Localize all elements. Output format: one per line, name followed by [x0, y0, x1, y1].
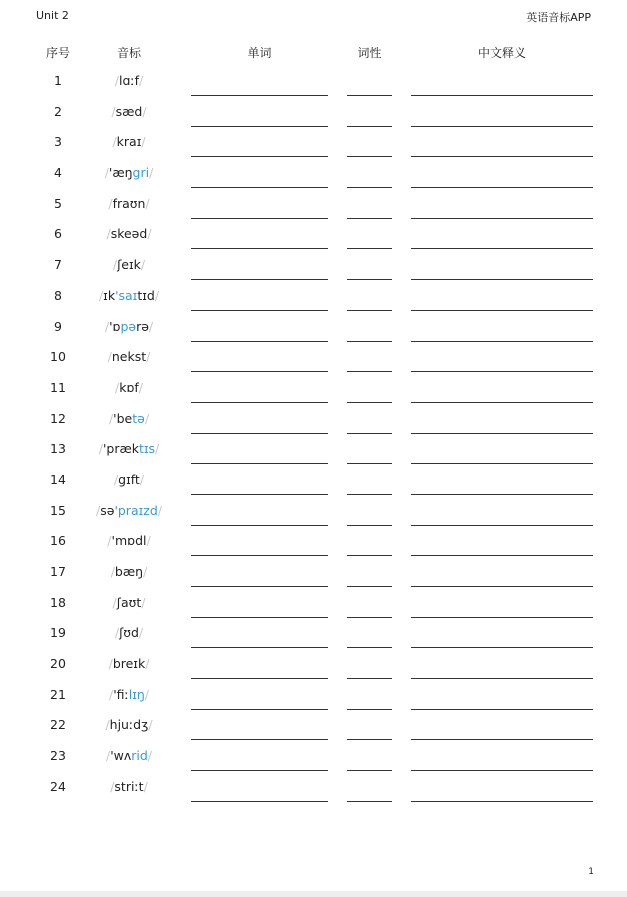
slash-open: / [114, 625, 120, 641]
row-number: 23 [50, 748, 66, 764]
slash-close: / [142, 103, 147, 119]
slash-open: / [114, 73, 119, 88]
row-number: 16 [50, 533, 66, 549]
row-number: 6 [54, 226, 62, 242]
slash-close: / [145, 195, 150, 211]
row-number: 1 [54, 73, 62, 88]
phonetic-transcription [84, 472, 174, 487]
phonetic-transcription [84, 165, 174, 180]
slash-open: / [107, 349, 112, 365]
table-row [0, 741, 627, 772]
phonetic-transcription [84, 656, 174, 671]
row-number: 5 [54, 195, 62, 211]
phonetic-transcription [84, 779, 174, 794]
row-number: 11 [50, 379, 66, 395]
slash-open: / [110, 564, 115, 579]
phonetic-highlight: gri [132, 165, 150, 181]
row-number: 2 [54, 103, 62, 119]
column-header-meaning: 中文释义 [477, 46, 526, 60]
phonetic-highlight: tɪs [138, 441, 156, 457]
row-number: 20 [50, 656, 66, 672]
table-row [0, 680, 627, 711]
slash-close: / [144, 686, 149, 702]
slash-close: / [138, 379, 143, 395]
phonetic-transcription [84, 349, 174, 364]
phonetic-segment: rə [136, 318, 149, 334]
phonetic-segment: hjuːdʒ [109, 717, 149, 733]
phonetic-segment: lɑːf [118, 73, 140, 88]
table-row [0, 66, 627, 97]
slash-open: / [105, 748, 111, 764]
table-row [0, 250, 627, 281]
slash-close: / [138, 625, 144, 641]
table-row [0, 189, 627, 220]
slash-open: / [112, 594, 117, 610]
phonetic-highlight: lɪŋ [128, 686, 145, 702]
slash-close: / [145, 656, 150, 672]
phonetic-transcription [84, 226, 174, 241]
phonetic-highlight: 'praɪzd [114, 502, 158, 518]
slash-close: / [141, 134, 146, 150]
pos-answer-line[interactable] [347, 801, 392, 802]
slash-open: / [108, 410, 114, 426]
phonetic-segment: breɪk [112, 656, 146, 672]
slash-close: / [147, 748, 153, 764]
phonetic-transcription [84, 564, 174, 579]
slash-close: / [139, 73, 144, 88]
slash-open: / [105, 717, 110, 733]
slash-open: / [110, 778, 115, 794]
word-answer-line[interactable] [191, 801, 328, 802]
app-name: 英语音标APP [526, 11, 591, 24]
table-row [0, 710, 627, 741]
table-row [0, 526, 627, 557]
column-header-pos: 词性 [357, 46, 382, 60]
phonetic-transcription [84, 748, 174, 763]
row-number: 12 [50, 410, 66, 426]
phonetic-segment: bæŋ [114, 564, 144, 579]
row-number: 10 [50, 349, 66, 365]
slash-close: / [144, 410, 150, 426]
phonetic-highlight: rid [131, 748, 148, 764]
meaning-answer-line[interactable] [411, 801, 593, 802]
phonetic-transcription [84, 717, 174, 732]
row-number: 18 [50, 594, 66, 610]
page-bottom-edge [0, 891, 627, 897]
phonetic-segment: tɪd [137, 287, 155, 303]
phonetic-segment: nekst [111, 349, 147, 365]
phonetic-transcription [84, 625, 174, 640]
phonetic-transcription [84, 73, 174, 88]
phonetic-transcription [84, 533, 174, 548]
phonetic-segment: gɪft [118, 471, 140, 487]
slash-open: / [113, 471, 119, 487]
phonetic-transcription [84, 319, 174, 334]
slash-close: / [155, 441, 160, 457]
row-number: 22 [50, 717, 66, 733]
table-row [0, 772, 627, 803]
phonetic-highlight: pə [120, 318, 137, 334]
slash-open: / [98, 441, 103, 457]
table-row [0, 127, 627, 158]
table-row [0, 496, 627, 527]
phonetic-segment: fraʊn [112, 195, 146, 211]
table-row [0, 312, 627, 343]
phonetic-segment: 'æŋ [108, 165, 133, 181]
slash-open: / [98, 287, 104, 303]
phonetic-segment: ʃeɪk [117, 257, 141, 273]
slash-open: / [107, 533, 112, 549]
phonetic-segment: skeəd [110, 226, 148, 242]
page-number: 1 [588, 867, 594, 877]
slash-close: / [141, 594, 146, 610]
phonetic-transcription [84, 503, 174, 518]
phonetic-segment: 'præk [102, 441, 139, 457]
table-row [0, 373, 627, 404]
phonetic-segment: kɒf [119, 379, 139, 395]
phonetic-segment: 'mɒdl [111, 533, 147, 549]
phonetic-segment: ʃʊd [119, 625, 139, 641]
slash-open: / [108, 195, 113, 211]
row-number: 21 [50, 686, 66, 702]
slash-close: / [143, 778, 148, 794]
phonetic-transcription [84, 380, 174, 395]
phonetic-transcription [84, 288, 174, 303]
slash-open: / [106, 226, 111, 242]
slash-close: / [148, 717, 153, 733]
slash-open: / [104, 165, 109, 181]
row-number: 3 [54, 134, 62, 150]
worksheet-rows [0, 66, 627, 803]
phonetic-segment: 'fiː [113, 686, 129, 702]
phonetic-segment: kraɪ [116, 134, 142, 150]
table-row [0, 557, 627, 588]
phonetic-transcription [84, 441, 174, 456]
slash-open: / [108, 686, 114, 702]
phonetic-highlight: 'saɪ [115, 287, 138, 303]
table-row [0, 281, 627, 312]
slash-open: / [108, 656, 113, 672]
phonetic-transcription [84, 196, 174, 211]
column-header-phonetic: 音标 [116, 46, 141, 60]
slash-close: / [143, 564, 148, 579]
slash-open: / [104, 318, 110, 334]
row-number: 24 [50, 778, 66, 794]
phonetic-segment: 'ɒ [109, 318, 121, 334]
slash-open: / [96, 502, 101, 518]
row-number: 4 [54, 165, 62, 181]
slash-open: / [112, 134, 117, 150]
column-header-word: 单词 [247, 46, 272, 60]
table-row [0, 404, 627, 435]
slash-close: / [147, 226, 152, 242]
phonetic-transcription [84, 104, 174, 119]
table-row [0, 465, 627, 496]
table-row [0, 649, 627, 680]
slash-open: / [112, 257, 118, 273]
phonetic-transcription [84, 595, 174, 610]
unit-title: Unit 2 [36, 9, 69, 22]
row-number: 15 [50, 502, 66, 518]
phonetic-segment: 'wʌ [110, 748, 132, 764]
slash-close: / [139, 471, 145, 487]
slash-close: / [148, 318, 154, 334]
phonetic-transcription [84, 257, 174, 272]
phonetic-segment: sæd [115, 103, 143, 119]
phonetic-transcription [84, 411, 174, 426]
phonetic-transcription [84, 687, 174, 702]
table-row [0, 342, 627, 373]
slash-close: / [140, 257, 146, 273]
row-number: 19 [50, 625, 66, 641]
row-number: 14 [50, 471, 66, 487]
slash-open: / [114, 379, 120, 395]
slash-close: / [146, 349, 151, 365]
slash-close: / [146, 533, 151, 549]
slash-close: / [157, 502, 162, 518]
row-number: 13 [50, 441, 66, 457]
table-row [0, 618, 627, 649]
row-number: 9 [54, 318, 62, 334]
phonetic-segment: sə [100, 502, 115, 518]
row-number: 8 [54, 287, 62, 303]
phonetic-segment: ʃaʊt [116, 594, 142, 610]
table-row [0, 588, 627, 619]
phonetic-segment: striːt [114, 778, 144, 794]
table-row [0, 158, 627, 189]
table-row [0, 219, 627, 250]
phonetic-segment: 'be [113, 410, 133, 426]
phonetic-highlight: tə [132, 410, 145, 426]
column-header-index: 序号 [45, 46, 70, 60]
row-number: 7 [54, 257, 62, 273]
phonetic-segment: ɪk [103, 287, 116, 303]
slash-close: / [154, 287, 160, 303]
slash-open: / [111, 103, 116, 119]
slash-close: / [149, 165, 154, 181]
table-row [0, 434, 627, 465]
phonetic-transcription [84, 134, 174, 149]
table-row [0, 97, 627, 128]
row-number: 17 [50, 564, 66, 579]
